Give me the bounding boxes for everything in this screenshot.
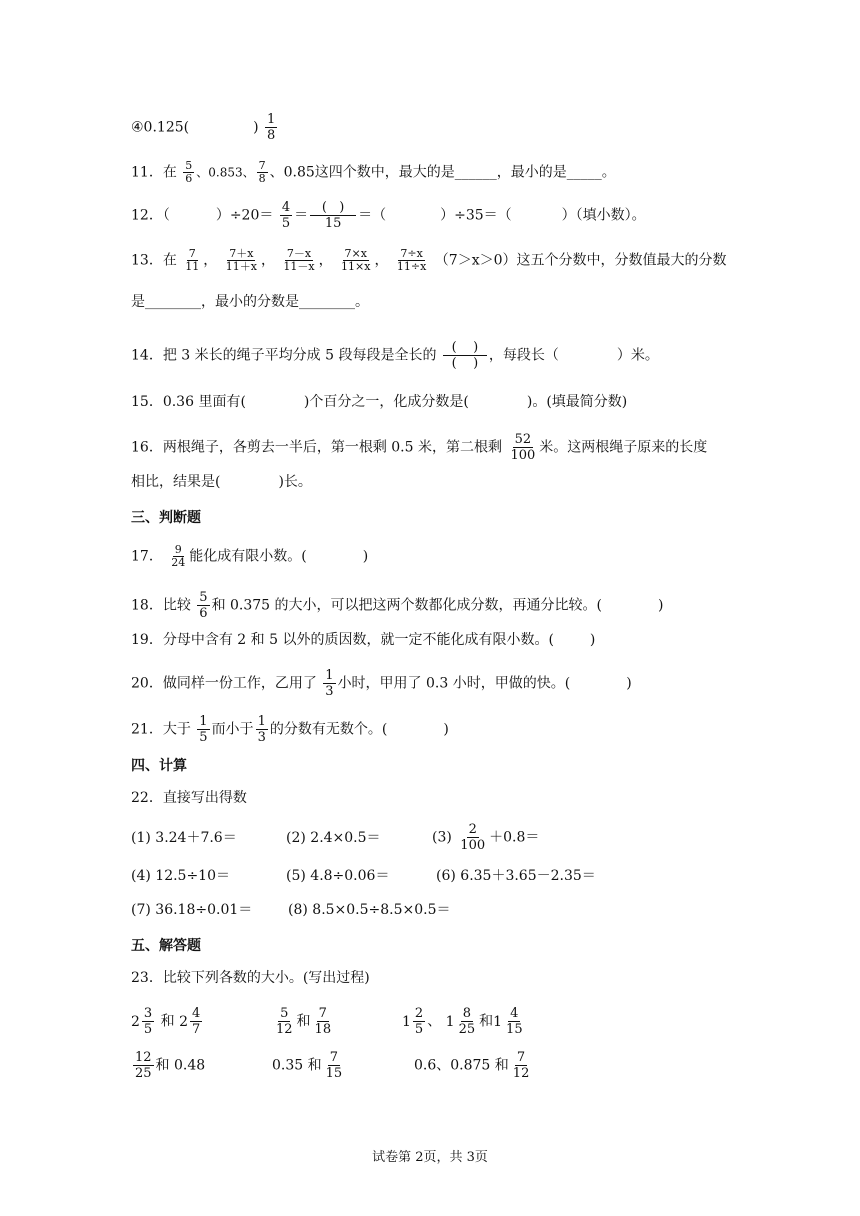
compare-4: $\frac{12}{25}$ 和 0.48 (135, 1050, 206, 1081)
question-23-title: 23．比较下列各数的大小。(写出过程) (131, 970, 370, 986)
question-14: 14．把 3 米长的绳子平均分成 5 段每段是全长的 $\frac{( )}{( )}$ ，每段长（ ）米。 (131, 340, 659, 371)
fraction: $\frac{2}{100}$ (460, 822, 486, 853)
compare-2: $\frac{5}{12}$ 和 $\frac{7}{18}$ (276, 1006, 332, 1037)
fraction: $\frac{5}{12}$ (276, 1006, 293, 1037)
question-11: 11．在 $\frac{5}{6}$ 、0.853、 $\frac{7}{8}$ 、0.85这四个数中，最大的是______，最小的是_____。 (131, 159, 616, 185)
calc-4: (4) 12.5÷10＝ (131, 868, 230, 884)
calc-7: (7) 36.18÷0.01＝ (131, 902, 253, 918)
question-13-line-2: 是________，最小的分数是________。 (131, 294, 369, 310)
compare-1: 2 $\frac{3}{5}$ 和 2 $\frac{4}{7}$ (131, 1006, 201, 1037)
page-footer: 试卷第 2页，共 3页 (372, 1150, 488, 1165)
fraction: $\frac{7}{12}$ (512, 1050, 530, 1081)
question-12: 12．（ ）÷20＝ $\frac{4}{5}$ ＝ $\frac{( )}{15}$ ＝（ ）÷35＝（ ）（填小数）。 (131, 200, 646, 231)
section-3-heading: 三、判断题 (131, 510, 201, 526)
fraction: $\frac{52}{100}$ (510, 432, 536, 463)
fraction: $\frac{1}{5}$ (199, 714, 208, 745)
fraction-blank: $\frac{( )}{( )}$ (443, 340, 487, 371)
calc-2: (2) 2.4×0.5＝ (286, 830, 381, 846)
question-22-title: 22．直接写出得数 (131, 790, 247, 806)
fraction: $\frac{2}{5}$ (414, 1006, 424, 1037)
compare-5: 0.35 和 $\frac{7}{15}$ (272, 1050, 343, 1081)
fraction: $\frac{9}{24}$ (171, 543, 186, 569)
fraction: $\frac{12}{25}$ (135, 1050, 152, 1081)
question-15: 15．0.36 里面有( )个百分之一，化成分数是( )。(填最简分数) (131, 394, 628, 410)
fraction: $\frac{4}{7}$ (192, 1006, 201, 1037)
fraction: $\frac{7\div x}{11\div x}$ (396, 247, 427, 273)
question-21: 21．大于 $\frac{1}{5}$ 而小于 $\frac{1}{3}$ 的分数有无数个。( ) (131, 714, 449, 745)
fraction: $\frac{5}{6}$ (199, 590, 208, 621)
fraction: $\frac{7}{11}$ (185, 247, 200, 273)
question-16-line-2: 相比，结果是( )长。 (131, 474, 312, 490)
fraction: $\frac{7+x}{11+x}$ (225, 247, 257, 273)
compare-6: 0.6、0.875 和 $\frac{7}{12}$ (414, 1050, 530, 1081)
question-17: 17． $\frac{9}{24}$ 能化成有限小数。( ) (131, 543, 369, 569)
fraction: $\frac{7}{18}$ (314, 1006, 332, 1037)
item-4: ④0.125( ) $\frac{1}{8}$ (131, 112, 276, 143)
calc-5: (5) 4.8÷0.06＝ (286, 868, 390, 884)
fraction: $\frac{7\times x}{11\times x}$ (341, 247, 371, 273)
fraction: $\frac{7}{15}$ (325, 1050, 343, 1081)
fraction: $\frac{3}{5}$ (143, 1006, 153, 1037)
question-19: 19．分母中含有 2 和 5 以外的质因数，就一定不能化成有限小数。( ) (131, 632, 596, 648)
fraction-blank: $\frac{( )}{15}$ (310, 201, 356, 231)
section-4-heading: 四、计算 (131, 758, 187, 774)
calc-6: (6) 6.35＋3.65－2.35＝ (436, 868, 596, 884)
fraction: $\frac{1}{3}$ (257, 714, 266, 745)
question-13: 13．在 $\frac{7}{11}$ ， $\frac{7+x}{11+x}$ ， $\frac{7-x}{11-x}$ ， $\frac{7\times x}{11\times x}$ ， $\frac{7\div x}{11\div x}$ （7＞x＞0）这五个分数中，分数值最大的分数 (131, 247, 727, 273)
calc-3: (3) $\frac{2}{100}$ ＋0.8＝ (432, 822, 540, 853)
fraction: $\frac{4}{5}$ (281, 200, 291, 231)
fraction: $\frac{1}{8}$ (267, 112, 276, 143)
question-20: 20．做同样一份工作，乙用了 $\frac{1}{3}$ 小时，甲用了 0.3 小时，甲做的快。( ) (131, 668, 632, 699)
calc-8: (8) 8.5×0.5÷8.5×0.5＝ (288, 902, 451, 918)
fraction: $\frac{1}{3}$ (325, 668, 334, 699)
calc-1: (1) 3.24＋7.6＝ (131, 830, 237, 846)
fraction: $\frac{7}{8}$ (258, 159, 266, 185)
section-5-heading: 五、解答题 (131, 938, 201, 954)
fraction: $\frac{8}{25}$ (458, 1006, 476, 1037)
compare-3: 1 $\frac{2}{5}$ 、 1 $\frac{8}{25}$ 和 1 $\frac{4}{15}$ (402, 1006, 523, 1037)
fraction: $\frac{7-x}{11-x}$ (283, 247, 315, 273)
question-18: 18．比较 $\frac{5}{6}$ 和 0.375 的大小，可以把这两个数都化成分数，再通分比较。( ) (131, 590, 664, 621)
fraction: $\frac{4}{15}$ (506, 1006, 523, 1037)
question-16: 16．两根绳子，各剪去一半后，第一根剩 0.5 米，第二根剩 $\frac{52}{100}$ 米。这两根绳子原来的长度 (131, 432, 708, 463)
fraction: $\frac{5}{6}$ (185, 159, 193, 185)
